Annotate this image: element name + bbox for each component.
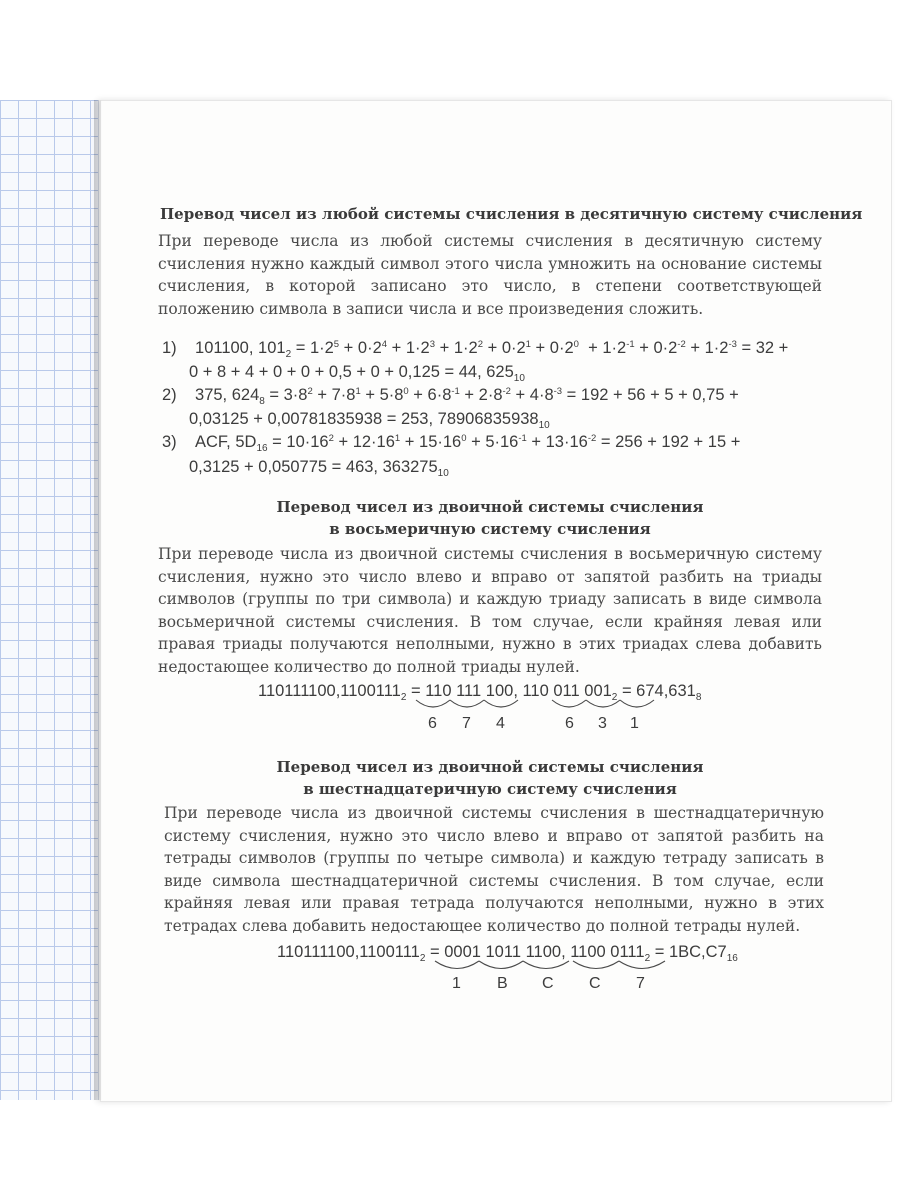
- result-base: 10: [513, 373, 525, 384]
- exponent: 0: [403, 386, 409, 397]
- binary-number: 110111100,1100111: [258, 682, 401, 700]
- hex-digit: 7: [636, 975, 645, 992]
- example2-line2: [189, 407, 550, 431]
- exponent: 1: [355, 386, 361, 397]
- octal-result: 674,631: [636, 682, 696, 700]
- exponent: 1: [525, 339, 531, 350]
- term: 10·16: [286, 433, 329, 451]
- hex-digit: B: [497, 975, 508, 992]
- octal-digit: 6: [565, 715, 574, 732]
- exponent: 0: [573, 339, 579, 350]
- exponent: 2: [477, 339, 483, 350]
- exponent: -3: [728, 339, 737, 350]
- example2-line1: 2) 375, $624_8 = 3\cdot 8^2 + 7\cdot 8^1 + 5\cdot 8^0 + 6\cdot 8^{-1} + 2\cdot 8^{-2} + 4\cdot 8^{-3} = 192 + 56 + 5 + 0,75$ +: [162, 386, 739, 407]
- term: 0·2: [501, 339, 526, 357]
- section3-title-line1: Перевод чисел из двоичной системы счисления: [276, 758, 704, 776]
- exponent: 3: [429, 339, 436, 350]
- grid-notebook-page: [0, 100, 99, 1100]
- section3-title-line2: в шестнадцатеричную систему счисления: [303, 780, 677, 798]
- exponent: -2: [587, 433, 597, 444]
- example3-line2: [189, 455, 449, 479]
- binary-number: 110111100,1100111: [277, 943, 420, 961]
- example2-base: 8: [259, 396, 265, 407]
- term: 6·8: [427, 386, 452, 404]
- term: 1·2: [405, 339, 430, 357]
- octal-digit: 3: [598, 715, 607, 732]
- example2-source: 375, 624: [195, 386, 260, 404]
- term: 1·2: [704, 339, 729, 357]
- term: 0·2: [357, 339, 382, 357]
- section1-text: При переводе числа из любой системы счисления в десятичную систему счисления нужно каждый символ этого числа умножить на основание системы счисления, в которой записано это число, в степени соответствующей положению символа в записи числа и все произведения сложить.: [158, 232, 822, 318]
- octal-base: 8: [695, 692, 702, 703]
- octal-digit: 1: [630, 715, 639, 732]
- partial-result: 32 +: [755, 339, 789, 357]
- term: 13·16: [545, 433, 588, 451]
- octal-digit: 6: [428, 715, 437, 732]
- term: 5·8: [379, 386, 404, 404]
- example1-number: 1): [162, 339, 177, 357]
- binary-base: 2: [419, 953, 426, 964]
- exponent: 4: [381, 339, 388, 350]
- page-gutter-shadow: [94, 100, 102, 1100]
- term: 1·2: [309, 339, 334, 357]
- term: 2·8: [478, 386, 503, 404]
- section2-title-line2: в восьмеричную систему счисления: [329, 520, 651, 538]
- hex-digit: C: [589, 975, 601, 992]
- term: 1·2: [453, 339, 478, 357]
- section1-title: Перевод чисел из любой системы счисления в десятичную систему счисления: [160, 205, 863, 223]
- triads-base: 2: [611, 692, 618, 703]
- exponent: 5: [333, 339, 340, 350]
- octal-digit: 4: [496, 715, 505, 732]
- term: 3·8: [283, 386, 308, 404]
- exponent: -3: [553, 386, 563, 397]
- section3-text: При переводе числа из двоичной системы счисления в шестнадцатеричную систему счисления, нужно это число влево и вправо от запятой разбить на тетрады символов (группы по четыре символа) и каждую тетраду записать в виде символа шестнадцатеричной системы счисления. В том случае, если крайняя левая или правая тетрада получаются неполными, нужно в этих тетрадах слева добавить недостающее количество до полной тетрады нулей.: [164, 804, 824, 935]
- term: 0·2: [549, 339, 574, 357]
- exponent: -1: [451, 386, 460, 397]
- exponent: -1: [518, 433, 527, 444]
- example3-number: 3): [162, 433, 177, 451]
- hex-result: 1BC,C7: [668, 943, 727, 961]
- hex-digit: C: [542, 975, 554, 992]
- example2-number: 2): [162, 386, 177, 404]
- term: 12·16: [352, 433, 395, 451]
- exponent: -2: [502, 386, 511, 397]
- term: 0·2: [653, 339, 678, 357]
- octal-example: $110111100,1100111_2 = 110$ 111 100, 110 011 $001_2 = 674,631_8$: [258, 682, 702, 703]
- term: 5·16: [485, 433, 519, 451]
- example1-source: 101100, 101: [195, 339, 286, 357]
- section2-text: При переводе числа из двоичной системы счисления в восьмеричную систему счисления, нужно это число влево и вправо от запятой разбить на триады символов (группы по три символа) и каждую триаду записать в виде символа восьмеричной системы счисления. В том случае, если крайняя левая или правая триады получаются неполными, нужно в этих триадах слева добавить недостающее количество до полной триады нулей.: [158, 545, 822, 676]
- hex-example: $110111100,1100111_2 = 0001$ 1011 1100, 1100 $0111_2 = 1BC,C7_{16}$: [277, 943, 738, 964]
- exponent: 2: [307, 386, 313, 397]
- hex-digit: 1: [452, 975, 461, 992]
- term: 7·8: [331, 386, 356, 404]
- example1-result: 0 + 8 + 4 + 0 + 0 + 0,5 + 0 + 0,125 = 44, 625: [189, 363, 514, 381]
- partial-result: 192 + 56 + 5 + 0,75 +: [580, 386, 739, 404]
- tetrads-base: 2: [644, 953, 651, 964]
- example3-result: 0,3125 + 0,050775 = 463, 363275: [189, 458, 438, 476]
- octal-digit: 7: [462, 715, 471, 732]
- example1-line1: 1) 101100, $101_2 = 1\cdot 2^5 + 0\cdot 2^4 + 1\cdot 2^3 + 1\cdot 2^2 + 0\cdot 2^1 + 0\cdot 2^0 + 1\cdot 2^{-1} + 0\cdot 2^{-2} + 1\cdot 2^{-3} = 32$ +: [162, 339, 789, 360]
- section2-title-line1: Перевод чисел из двоичной системы счисления: [276, 498, 704, 516]
- hex-base: 16: [726, 953, 738, 964]
- result-base: 10: [538, 420, 550, 431]
- triads-integer: 110 111 100: [425, 682, 514, 700]
- example2-result: 0,03125 + 0,00781835938 = 253, 78906835938: [189, 410, 539, 428]
- term: 15·16: [419, 433, 462, 451]
- example3-line1: 3) ACF, $5D_{16} = 10\cdot 16^2 + 12\cdot 16^1 + 15\cdot 16^0 + 5\cdot 16^{-1} + 13\cdot 16^{-2} = 256 + 192 + 15$ +: [162, 433, 741, 454]
- partial-result: 256 + 192 + 15 +: [615, 433, 741, 451]
- exponent: 1: [394, 433, 401, 444]
- example1-line2: [189, 360, 525, 384]
- exponent: 0: [461, 433, 467, 444]
- result-base: 10: [437, 468, 449, 479]
- term: 4·8: [529, 386, 554, 404]
- example3-source: ACF, 5D: [195, 433, 257, 451]
- example3-base: 16: [256, 443, 268, 454]
- exponent: -1: [626, 339, 635, 350]
- term: 1·2: [602, 339, 627, 357]
- exponent: -2: [677, 339, 686, 350]
- tetrads-fraction: 1100 0111: [570, 943, 645, 961]
- exponent: 2: [328, 433, 334, 444]
- example1-base: 2: [285, 349, 292, 360]
- triads-fraction: 110 011 001: [522, 682, 612, 700]
- binary-base: 2: [400, 692, 407, 703]
- tetrads-integer: 0001 1011 1100: [444, 943, 562, 961]
